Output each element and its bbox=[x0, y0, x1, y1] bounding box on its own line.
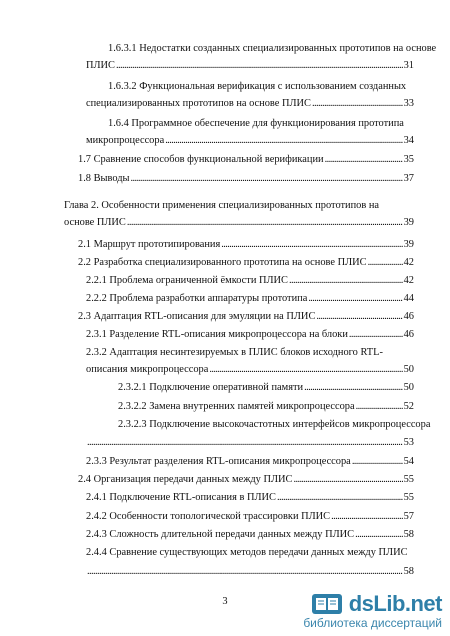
toc-entry-2-4[interactable] bbox=[78, 473, 414, 486]
dot-leader bbox=[368, 256, 403, 269]
toc-title: 2.3.2.2 Замена внутренних памятей микропроцессора bbox=[118, 401, 355, 412]
toc-entry-1-6-4-line1 bbox=[108, 117, 404, 130]
dot-leader bbox=[131, 172, 403, 185]
toc-title: Сравнение существующих методов передачи данных между ПЛИС bbox=[109, 547, 408, 558]
toc-title-continued: описания микропроцессора bbox=[86, 364, 209, 375]
dot-leader bbox=[87, 436, 403, 449]
toc-title-continued: ПЛИС bbox=[86, 60, 115, 71]
toc-title: 2.4.3 Сложность длительной передачи данных между ПЛИС bbox=[86, 529, 355, 540]
toc-page: 58 bbox=[403, 566, 414, 577]
toc-chapter-2-line1 bbox=[64, 199, 379, 212]
dot-leader bbox=[127, 216, 403, 229]
toc-title-continued: основе ПЛИС bbox=[64, 217, 126, 228]
toc-entry-2-3-3[interactable] bbox=[86, 455, 414, 468]
toc-title-continued: микропроцессора bbox=[86, 135, 165, 146]
dot-leader bbox=[116, 59, 403, 72]
dslib-watermark[interactable] bbox=[303, 590, 442, 630]
toc-entry-2-3-2-1[interactable] bbox=[118, 381, 414, 394]
toc-entry-2-3-2-line2[interactable] bbox=[86, 363, 414, 376]
toc-number: Глава 2. bbox=[64, 200, 99, 211]
dot-leader bbox=[293, 473, 402, 486]
toc-entry-2-3-1[interactable] bbox=[86, 328, 414, 341]
dot-leader bbox=[87, 565, 403, 578]
toc-entry-2-3-2-3-line2[interactable] bbox=[86, 436, 414, 449]
toc-page: 46 bbox=[403, 329, 414, 340]
toc-number: 2.4.4 bbox=[86, 547, 107, 558]
toc-page: 55 bbox=[403, 474, 414, 485]
dot-leader bbox=[325, 153, 403, 166]
toc-entry-1-6-3-1-line1 bbox=[108, 42, 436, 55]
dot-leader bbox=[221, 238, 402, 251]
dot-leader bbox=[356, 400, 403, 413]
toc-entry-2-3-2-3-line1 bbox=[118, 418, 430, 431]
toc-page: 31 bbox=[403, 60, 414, 71]
toc-page: 46 bbox=[403, 311, 414, 322]
toc-number: 1.6.3.2 bbox=[108, 81, 137, 92]
toc-title: Особенности применения специализированных прототипов на bbox=[101, 200, 380, 211]
toc-title: 2.2.1 Проблема ограниченной ёмкости ПЛИС bbox=[86, 275, 288, 286]
toc-entry-2-4-1[interactable] bbox=[86, 491, 414, 504]
dot-leader bbox=[316, 310, 402, 323]
toc-title: 2.4.1 Подключение RTL-описания в ПЛИС bbox=[86, 492, 276, 503]
dot-leader bbox=[355, 528, 403, 541]
toc-title: 2.3.2.1 Подключение оперативной памяти bbox=[118, 382, 304, 393]
toc-entry-2-4-3[interactable] bbox=[86, 528, 414, 541]
toc-page: 57 bbox=[403, 511, 414, 522]
dslib-logo-icon bbox=[311, 590, 345, 618]
toc-title-continued: специализированных прототипов на основе ПЛИС bbox=[86, 98, 311, 109]
toc-page: 50 bbox=[403, 364, 414, 375]
toc-entry-2-4-4-line2[interactable] bbox=[86, 565, 414, 578]
toc-number: 1.6.3.1 bbox=[108, 43, 137, 54]
toc-title: 2.3 Адаптация RTL-описания для эмуляции на ПЛИС bbox=[78, 311, 316, 322]
toc-title: Функциональная верификация с использованием созданных bbox=[139, 81, 407, 92]
dot-leader bbox=[349, 328, 403, 341]
toc-title: 2.2 Разработка специализированного прототипа на основе ПЛИС bbox=[78, 257, 367, 268]
toc-number: 1.6.4 bbox=[108, 118, 129, 129]
toc-entry-2-2[interactable] bbox=[78, 256, 414, 269]
toc-title: 2.2.2 Проблема разработки аппаратуры прототипа bbox=[86, 293, 308, 304]
watermark-brand: dsLib.net bbox=[348, 591, 442, 616]
dot-leader bbox=[352, 455, 403, 468]
toc-entry-2-3[interactable] bbox=[78, 310, 414, 323]
toc-entry-1-6-3-1-line2[interactable] bbox=[86, 59, 414, 72]
toc-title: Адаптация несинтезируемых в ПЛИС блоков исходного RTL- bbox=[109, 347, 383, 358]
toc-page: 37 bbox=[403, 173, 414, 184]
dot-leader bbox=[165, 134, 402, 147]
toc-title: 2.3.1 Разделение RTL-описания микропроцессора на блоки bbox=[86, 329, 348, 340]
toc-title: 1.8 Выводы bbox=[78, 173, 130, 184]
toc-entry-1-6-3-2-line2[interactable] bbox=[86, 97, 414, 110]
toc-number: 2.3.2 bbox=[86, 347, 107, 358]
toc-page: 50 bbox=[403, 382, 414, 393]
dot-leader bbox=[304, 381, 403, 394]
page-number: 3 bbox=[222, 596, 228, 607]
toc-entry-1-6-3-2-line1 bbox=[108, 80, 406, 93]
toc-entry-1-7[interactable] bbox=[78, 153, 414, 166]
toc-page: 33 bbox=[403, 98, 414, 109]
toc-entry-2-1[interactable] bbox=[78, 238, 414, 251]
toc-page: 34 bbox=[403, 135, 414, 146]
toc-page: 52 bbox=[403, 401, 414, 412]
toc-page: 35 bbox=[403, 154, 414, 165]
toc-page: 42 bbox=[403, 257, 414, 268]
toc-entry-2-3-2-2[interactable] bbox=[118, 400, 414, 413]
toc-title: 2.1 Маршрут прототипирования bbox=[78, 239, 221, 250]
toc-entry-1-6-4-line2[interactable] bbox=[86, 134, 414, 147]
toc-number: 2.3.2.3 bbox=[118, 419, 147, 430]
toc-entry-1-8[interactable] bbox=[78, 172, 414, 185]
toc-entry-2-4-4-line1 bbox=[86, 546, 408, 559]
dot-leader bbox=[209, 363, 402, 376]
toc-page: 53 bbox=[403, 437, 414, 448]
toc-title: 2.4.2 Особенности топологической трассировки ПЛИС bbox=[86, 511, 331, 522]
dot-leader bbox=[312, 97, 403, 110]
watermark-subtitle: библиотека диссертаций bbox=[303, 616, 442, 630]
dot-leader bbox=[308, 292, 402, 305]
toc-page: 55 bbox=[403, 492, 414, 503]
toc-page: 39 bbox=[403, 217, 414, 228]
toc-title: 2.4 Организация передачи данных между ПЛИС bbox=[78, 474, 293, 485]
toc-page: 54 bbox=[403, 456, 414, 467]
toc-title: Недостатки созданных специализированных прототипов на основе bbox=[139, 43, 437, 54]
toc-page: 39 bbox=[403, 239, 414, 250]
dot-leader bbox=[289, 274, 403, 287]
toc-entry-2-2-1[interactable] bbox=[86, 274, 414, 287]
toc-title: 2.3.3 Результат разделения RTL-описания микропроцессора bbox=[86, 456, 351, 467]
toc-page: 44 bbox=[403, 293, 414, 304]
toc-entry-2-4-2[interactable] bbox=[86, 510, 414, 523]
toc-entry-2-2-2[interactable] bbox=[86, 292, 414, 305]
toc-title: Подключение высокочастотных интерфейсов микропроцессора bbox=[149, 419, 431, 430]
dot-leader bbox=[331, 510, 403, 523]
dot-leader bbox=[277, 491, 403, 504]
toc-page: 58 bbox=[403, 529, 414, 540]
toc-chapter-2-line2[interactable] bbox=[64, 216, 414, 229]
toc-title: 1.7 Сравнение способов функциональной верификации bbox=[78, 154, 324, 165]
toc-page: 42 bbox=[403, 275, 414, 286]
toc-title: Программное обеспечение для функционирования прототипа bbox=[131, 118, 404, 129]
toc-entry-2-3-2-line1 bbox=[86, 346, 383, 359]
